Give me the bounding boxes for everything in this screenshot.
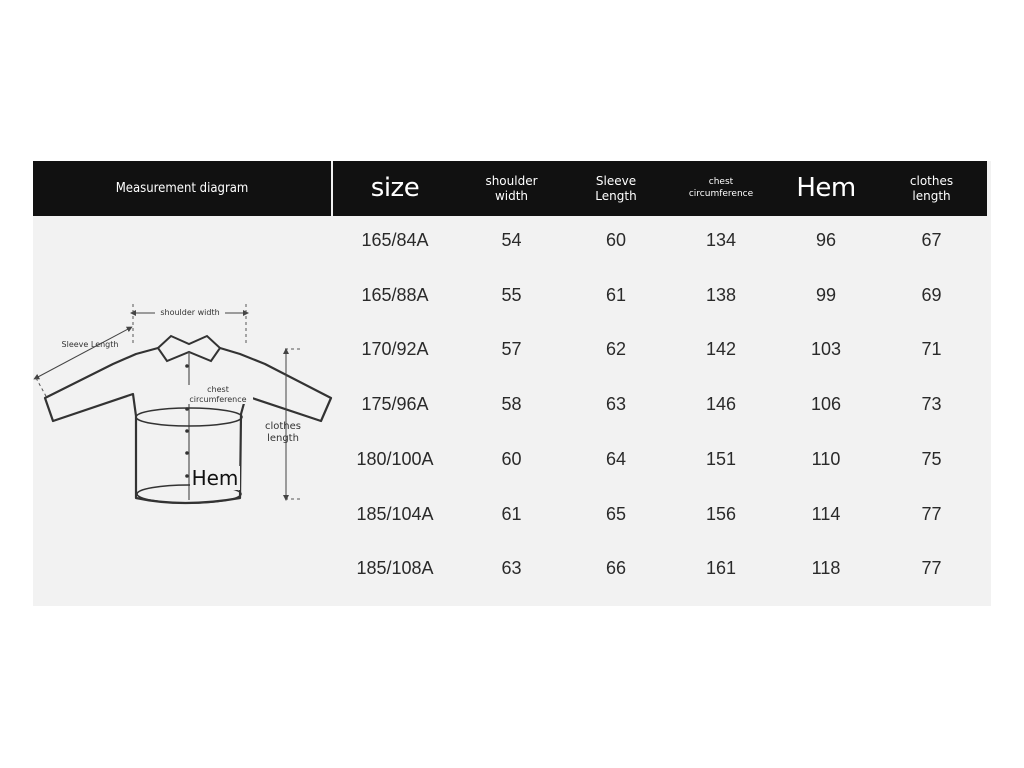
cell-chest-circumference: 142 [705,339,737,360]
header-clothes-length: clothes length [909,173,954,203]
cell-hem: 96 [815,230,837,250]
sleeve-length-label: Sleeve Length [61,340,119,349]
cell-hem: 99 [815,284,837,305]
table-header [333,161,987,216]
cell-shoulder-width: 58 [501,394,522,415]
cell-chest-circumference: 134 [705,230,737,250]
table-row [333,377,987,432]
cell-clothes-length: 77 [921,558,942,579]
cell-sleeve-length: 65 [605,503,627,524]
cell-hem: 110 [811,448,841,469]
cell-hem: 103 [810,339,842,360]
cell-shoulder-width: 61 [501,503,522,524]
cell-sleeve-length: 63 [605,394,627,415]
cell-shoulder-width: 63 [501,558,522,579]
cell-size: 180/100A [356,448,434,469]
cell-size: 165/84A [361,230,429,250]
cell-shoulder-width: 55 [501,284,522,305]
cell-clothes-length: 71 [921,339,942,360]
cell-shoulder-width: 57 [501,339,522,360]
chest-circumference-label: chest circumference [183,385,253,404]
table-row [333,432,987,487]
header-hem: Hem [796,173,856,204]
shoulder-width-label: shoulder width [155,308,225,318]
cell-clothes-length: 73 [921,394,942,415]
cell-shoulder-width: 60 [501,448,522,469]
cell-size: 185/104A [356,503,434,524]
cell-size: 185/108A [356,558,434,579]
cell-sleeve-length: 62 [605,339,627,360]
cell-shoulder-width: 54 [501,230,522,250]
cell-sleeve-length: 64 [605,448,627,469]
cell-hem: 118 [811,558,841,579]
table-row [333,268,987,323]
table-row [333,487,987,542]
header-sleeve-length: Sleeve Length [595,173,637,203]
measurement-diagram-header [33,161,331,216]
cell-size: 165/88A [361,284,429,305]
table-row [333,322,987,377]
cell-clothes-length: 77 [921,503,942,524]
measurement-diagram [33,216,333,606]
header-chest-circumference: chest circumference [688,177,754,199]
cell-chest-circumference: 151 [705,448,737,469]
cell-chest-circumference: 156 [705,503,737,524]
shirt-diagram [33,216,333,606]
hem-label: Hem [191,466,239,490]
cell-hem: 106 [810,394,842,415]
cell-clothes-length: 75 [921,448,942,469]
measurement-diagram-title: Measurement diagram [115,181,249,196]
header-size: size [370,173,420,204]
cell-size: 175/96A [361,394,429,415]
cell-clothes-length: 69 [921,284,942,305]
header-shoulder-width: shoulder width [485,173,538,203]
cell-sleeve-length: 60 [605,230,627,250]
cell-chest-circumference: 146 [705,394,737,415]
cell-clothes-length: 67 [921,230,942,250]
table-row [333,213,987,268]
cell-sleeve-length: 66 [605,558,627,579]
cell-chest-circumference: 138 [705,284,737,305]
cell-chest-circumference: 161 [705,558,737,579]
cell-hem: 114 [811,503,841,524]
clothes-length-label: clothes length [264,421,301,444]
cell-size: 170/92A [361,339,429,360]
cell-sleeve-length: 61 [605,284,627,305]
table-row [333,541,987,596]
